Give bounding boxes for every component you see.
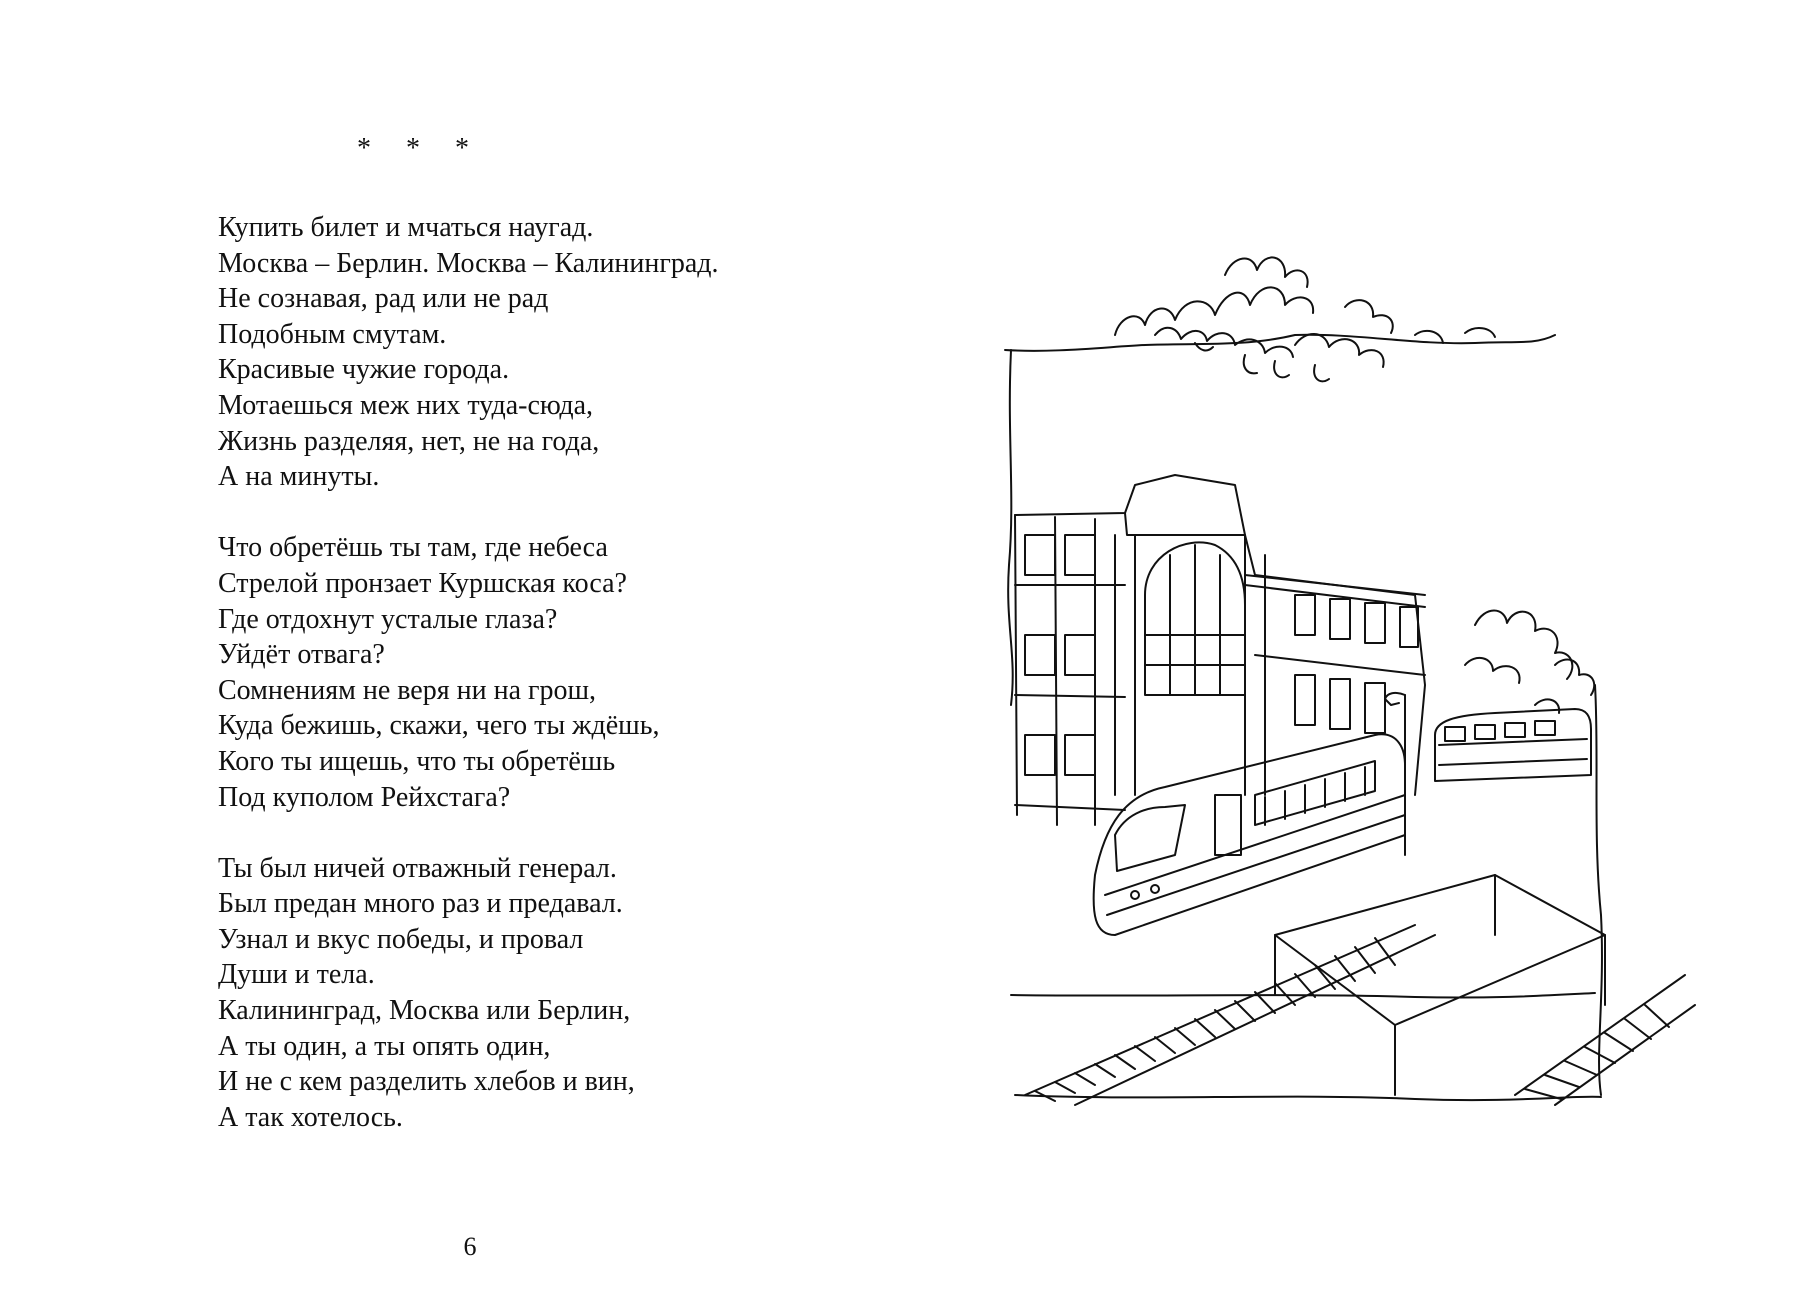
main-train	[1094, 734, 1405, 935]
poem-line: Души и тела.	[218, 959, 375, 991]
poem-line: Был предан много раз и предавал.	[218, 888, 623, 920]
distant-train	[1435, 709, 1591, 781]
stanza-2	[218, 530, 838, 815]
stanza-3	[218, 851, 838, 1136]
poem-line: Уйдёт отвага?	[218, 639, 385, 671]
poem-line: И не с кем разделить хлебов и вин,	[218, 1066, 635, 1098]
page-number: 6	[463, 1232, 477, 1261]
stanza-1	[218, 210, 838, 495]
poem-line: Красивые чужие города.	[218, 354, 510, 386]
poem-line: Где отдохнут усталые глаза?	[218, 603, 558, 635]
poem-line: Кого ты ищешь, что ты обретёшь	[218, 745, 616, 777]
poem-line: Жизнь разделяя, нет, не на года,	[218, 425, 600, 457]
poem-line: Не сознавая, рад или не рад	[218, 283, 549, 315]
poem-line: Узнал и вкус победы, и провал	[218, 923, 584, 955]
poem-line: Купить билет и мчаться наугад.	[218, 212, 594, 243]
poem-text	[218, 210, 838, 1135]
poem-line: Подобным смутам.	[218, 318, 447, 350]
poem-line: Калининград, Москва или Берлин,	[218, 995, 631, 1027]
frame-bottom-edge	[1015, 1095, 1601, 1100]
poem-line: Ты был ничей отважный генерал.	[218, 852, 617, 884]
poem-line: А ты один, а ты опять один,	[218, 1030, 551, 1062]
railway-station-illustration	[995, 235, 1715, 1135]
poem-line: Что обретёшь ты там, где небеса	[218, 532, 608, 564]
poem-line: А так хотелось.	[218, 1101, 403, 1133]
frame-left-edge	[1008, 350, 1013, 705]
lamp-post	[1385, 693, 1405, 855]
railway-tracks	[1025, 925, 1695, 1105]
poem-line: Москва – Берлин. Москва – Калининград.	[218, 247, 719, 279]
poem-line: Мотаешься меж них туда-сюда,	[218, 389, 594, 421]
poem-line: А на минуты.	[218, 461, 380, 493]
poem-line: Сомнениям не веря ни на грош,	[218, 674, 597, 706]
platform	[1275, 875, 1605, 1095]
poem-line: Куда бежишь, скажи, чего ты ждёшь,	[218, 710, 660, 742]
top-border-line	[1005, 335, 1555, 351]
cloud-ornament	[1115, 257, 1495, 381]
trees-right	[1465, 611, 1594, 714]
section-separator: * * *	[357, 133, 483, 164]
poem-line: Стрелой пронзает Куршская коса?	[218, 567, 627, 599]
poem-line: Под куполом Рейхстага?	[218, 781, 511, 813]
